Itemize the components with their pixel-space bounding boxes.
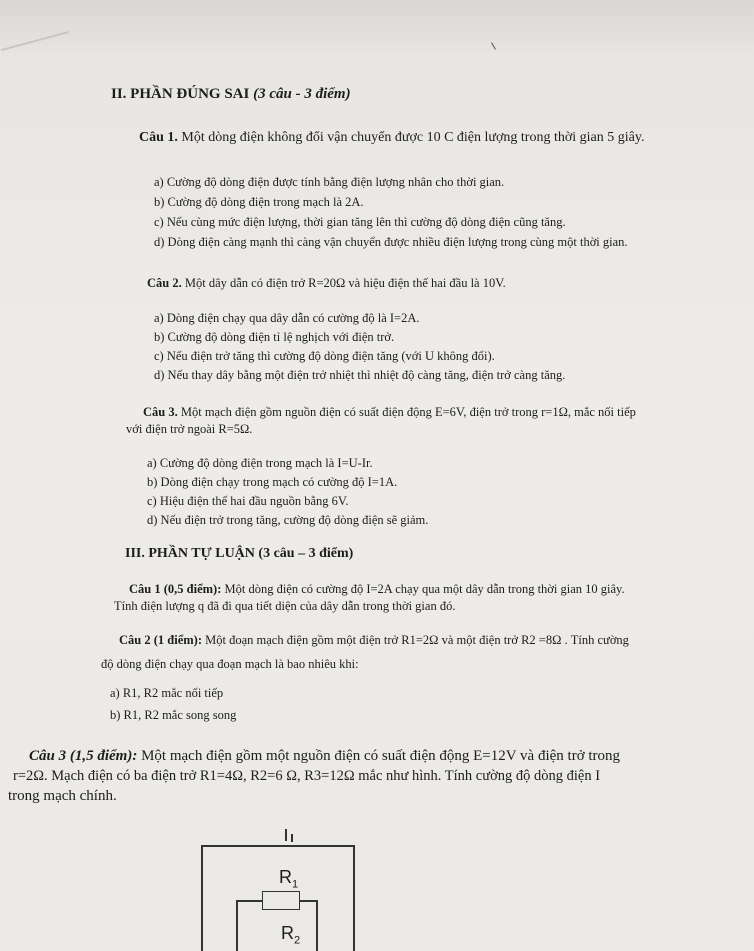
p3-q2-b: b) R1, R2 mắc song song <box>110 708 237 722</box>
part2-heading: II. PHẦN ĐÚNG SAI (3 câu - 3 điểm) <box>111 86 351 102</box>
circuit-top-wire <box>201 845 355 847</box>
p2-q2-c: c) Nếu điện trở tăng thì cường độ dòng điện tăng (với U không đổi). <box>154 349 495 363</box>
p2-q2-d: d) Nếu thay dây bằng một điện trở nhiệt thì nhiệt độ càng tăng, điện trở càng tăng. <box>154 368 566 382</box>
p3-q3-stem: Câu 3 (1,5 điểm): Một mạch điện gồm một nguồn điện có suất điện động E=12V và điện trở trong <box>29 748 621 764</box>
r2-label: $R_2$ <box>281 923 301 947</box>
branch-right-wire <box>316 900 318 951</box>
branch-left-wire <box>236 900 238 951</box>
part3-heading: III. PHẦN TỰ LUẬN (3 câu – 3 điểm) <box>125 546 354 561</box>
p2-q1-a: a) Cường độ dòng điện được tính bằng điện lượng nhân cho thời gian. <box>154 175 505 189</box>
p2-q3-a: a) Cường độ dòng điện trong mạch là I=U-Ir. <box>147 456 373 470</box>
p3-q1-stem: Câu 1 (0,5 điểm): Một dòng điện có cường độ I=2A chạy qua một dây dẫn trong thời gian 10 giây. <box>129 582 625 596</box>
r1-label: $R_1$ <box>279 867 299 891</box>
p3-q3-stem2: r=2Ω. Mạch điện có ba điện trở R1=4Ω, R2=6 Ω, R3=12Ω mắc như hình. Tính cường độ dòng điện I <box>13 768 601 784</box>
p2-q1-d: d) Dòng điện càng mạnh thì càng vận chuyển được nhiều điện lượng trong cùng một thời gian. <box>154 235 628 249</box>
p3-q2-stem2: độ dòng điện chạy qua đoạn mạch là bao nhiêu khi: <box>101 657 359 671</box>
paper-crease <box>1 31 69 51</box>
p3-q2-stem: Câu 2 (1 điểm): Một đoạn mạch điện gồm một điện trở R1=2Ω và một điện trở R2 =8Ω . Tính cường <box>119 633 629 647</box>
p3-q2-a: a) R1, R2 mắc nối tiếp <box>110 686 224 700</box>
p3-q3-stem3: trong mạch chính. <box>8 788 117 804</box>
p2-q3-stem: Câu 3. Một mạch điện gồm nguồn điện có suất điện động E=6V, điện trở trong r=1Ω, mắc nối tiếp <box>143 405 636 419</box>
p2-q3-stem2: với điện trở ngoài R=5Ω. <box>126 422 253 436</box>
battery-plate-short <box>291 834 293 842</box>
p2-q3-c: c) Hiệu điện thế hai đầu nguồn bằng 6V. <box>147 494 349 508</box>
p2-q1-c: c) Nếu cùng mức điện lượng, thời gian tăng lên thì cường độ dòng điện cũng tăng. <box>154 215 566 229</box>
p2-q2-a: a) Dòng điện chạy qua dây dẫn có cường độ là I=2A. <box>154 311 420 325</box>
circuit-right-wire <box>353 845 355 951</box>
battery-plate-long <box>285 829 287 841</box>
p2-q1-b: b) Cường độ dòng điện trong mạch là 2A. <box>154 195 364 209</box>
p2-q2-stem: Câu 2. Một dây dẫn có điện trở R=20Ω và hiệu điện thế hai đầu là 10V. <box>147 276 506 290</box>
resistor-r1 <box>262 891 300 910</box>
p2-q1-stem: Câu 1. Một dòng điện không đổi vận chuyển được 10 C điện lượng trong thời gian 5 giây. <box>139 130 645 145</box>
pen-mark <box>491 42 496 49</box>
p3-q1-stem2: Tính điện lượng q đã đi qua tiết diện của dây dẫn trong thời gian đó. <box>114 599 456 613</box>
p2-q2-b: b) Cường độ dòng điện tỉ lệ nghịch với điện trở. <box>154 330 395 344</box>
p2-q3-d: d) Nếu điện trở trong tăng, cường độ dòng điện sẽ giảm. <box>147 513 429 527</box>
p2-q3-b: b) Dòng điện chạy trong mạch có cường độ I=1A. <box>147 475 398 489</box>
circuit-left-wire <box>201 845 203 951</box>
